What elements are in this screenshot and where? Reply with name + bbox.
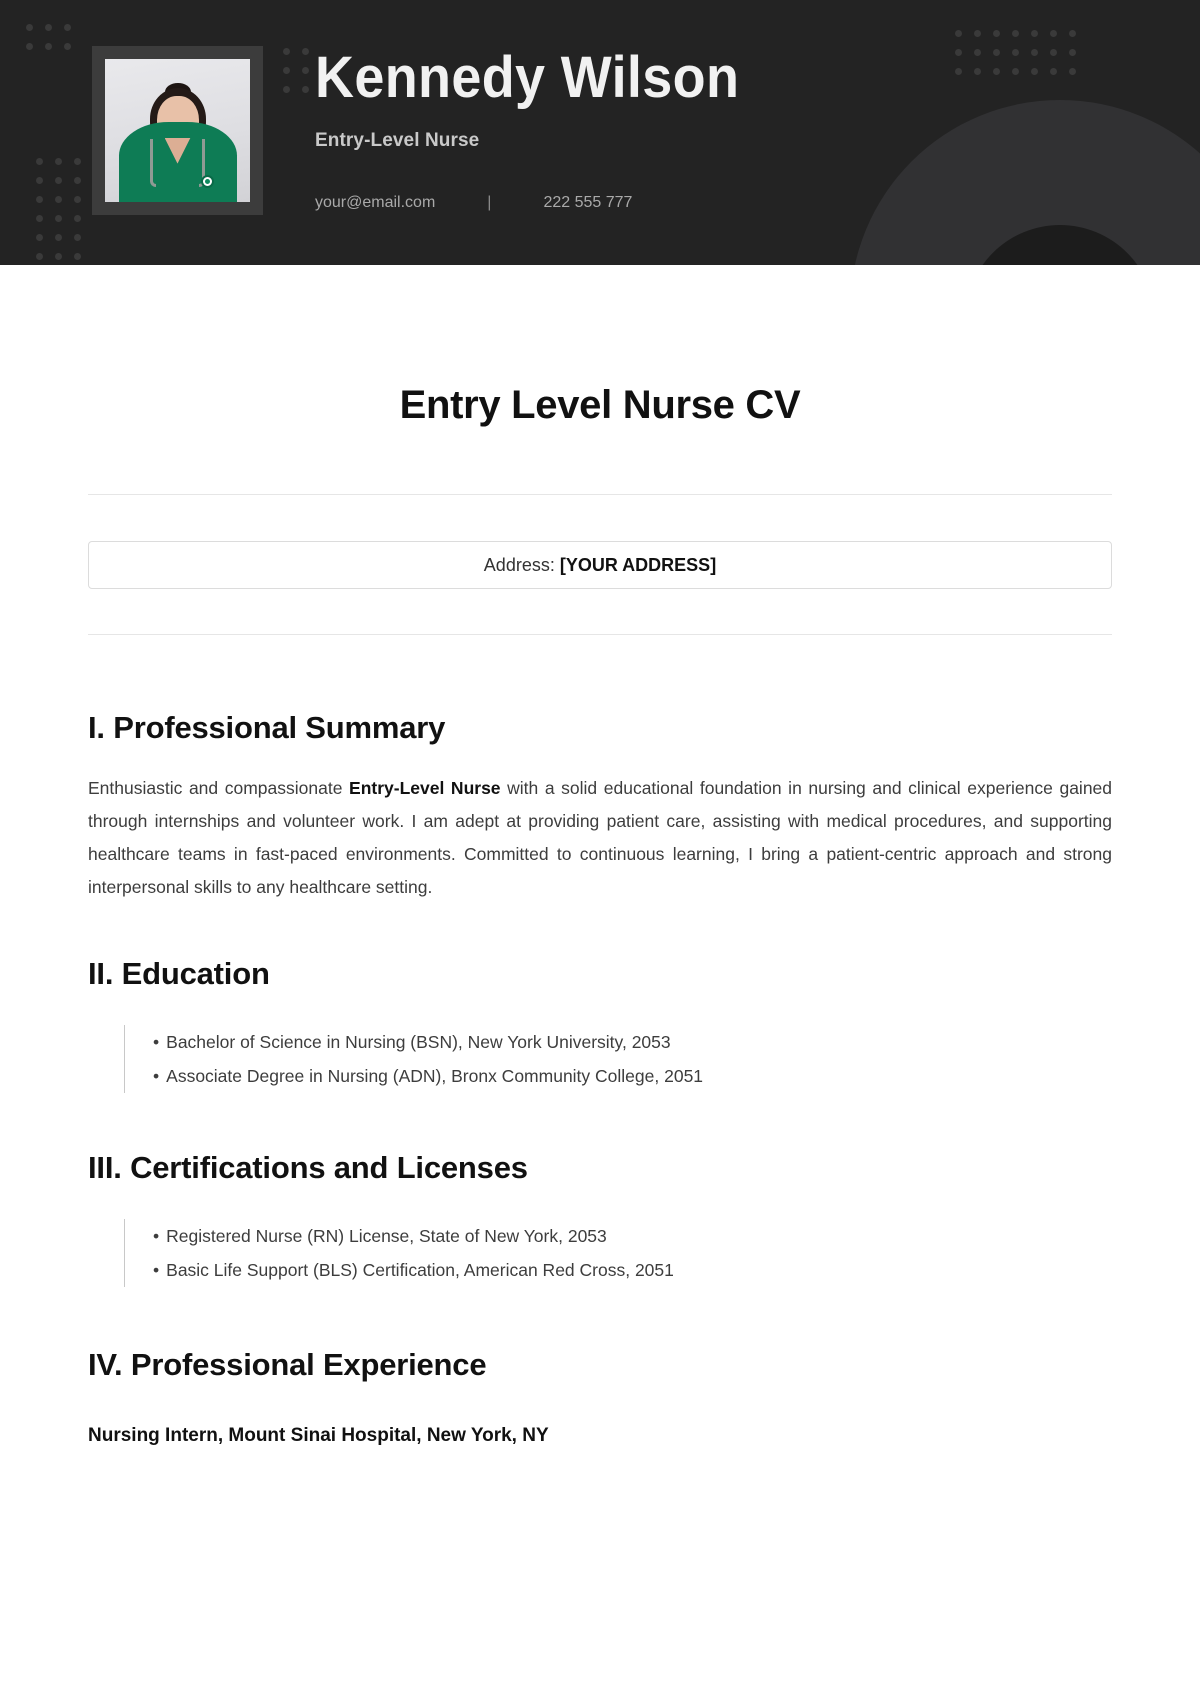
divider-top: [88, 494, 1112, 495]
summary-text-highlight: Entry-Level Nurse: [349, 778, 501, 798]
list-item: • Associate Degree in Nursing (ADN), Bronx Community College, 2051: [153, 1059, 1112, 1093]
experience-job-title: Nursing Intern, Mount Sinai Hospital, New York, NY: [88, 1425, 549, 1446]
candidate-role: Entry-Level Nurse: [315, 130, 480, 152]
candidate-name: Kennedy Wilson: [315, 45, 740, 110]
section-heading-summary: I. Professional Summary: [88, 710, 446, 745]
address-field[interactable]: [88, 541, 1112, 589]
section-certifications: [88, 1150, 1112, 1287]
stethoscope-left-icon: [150, 139, 156, 187]
list-item: • Basic Life Support (BLS) Certification, American Red Cross, 2051: [153, 1253, 1112, 1287]
section-professional-experience: [88, 1347, 1112, 1447]
list-item: • Bachelor of Science in Nursing (BSN), New York University, 2053: [153, 1025, 1112, 1059]
nurse-badge-icon: [201, 175, 214, 188]
address-value[interactable]: [YOUR ADDRESS]: [559, 554, 717, 575]
profile-photo: [105, 59, 250, 202]
education-list: [124, 1025, 1112, 1093]
header-content: [0, 0, 1200, 215]
summary-text-after: with a solid educational foundation in nursing and clinical experience gained through internships and volunteer work. I am adept at providing patient care, assisting with medical procedures, and supporting healthcare teams in fast-paced environments. Committed to continuous learning, I bring a patient-centric approach and strong interpersonal skills to any healthcare setting.: [88, 778, 1113, 897]
summary-text-before: Enthusiastic and compassionate: [88, 778, 350, 798]
cv-header-banner: [0, 0, 1200, 265]
page-title: Entry Level Nurse CV: [399, 383, 801, 427]
contact-phone[interactable]: 222 555 777: [543, 194, 633, 212]
section-heading-experience: IV. Professional Experience: [88, 1347, 487, 1382]
profile-photo-frame: [92, 46, 263, 215]
contact-email[interactable]: your@email.com: [315, 194, 436, 212]
cv-body: [0, 383, 1200, 1447]
header-text-block: [263, 46, 771, 212]
section-heading-certifications: III. Certifications and Licenses: [88, 1150, 528, 1185]
certifications-list: [124, 1219, 1112, 1287]
section-education: [88, 956, 1112, 1093]
contact-separator: |: [487, 194, 492, 212]
section-heading-education: II. Education: [88, 956, 270, 991]
list-item: • Registered Nurse (RN) License, State of New York, 2053: [153, 1219, 1112, 1253]
divider-bottom: [88, 634, 1112, 635]
contact-line: [315, 194, 771, 212]
address-label: Address:: [483, 554, 555, 575]
section-professional-summary: [88, 710, 1112, 904]
summary-paragraph: [88, 772, 1112, 904]
